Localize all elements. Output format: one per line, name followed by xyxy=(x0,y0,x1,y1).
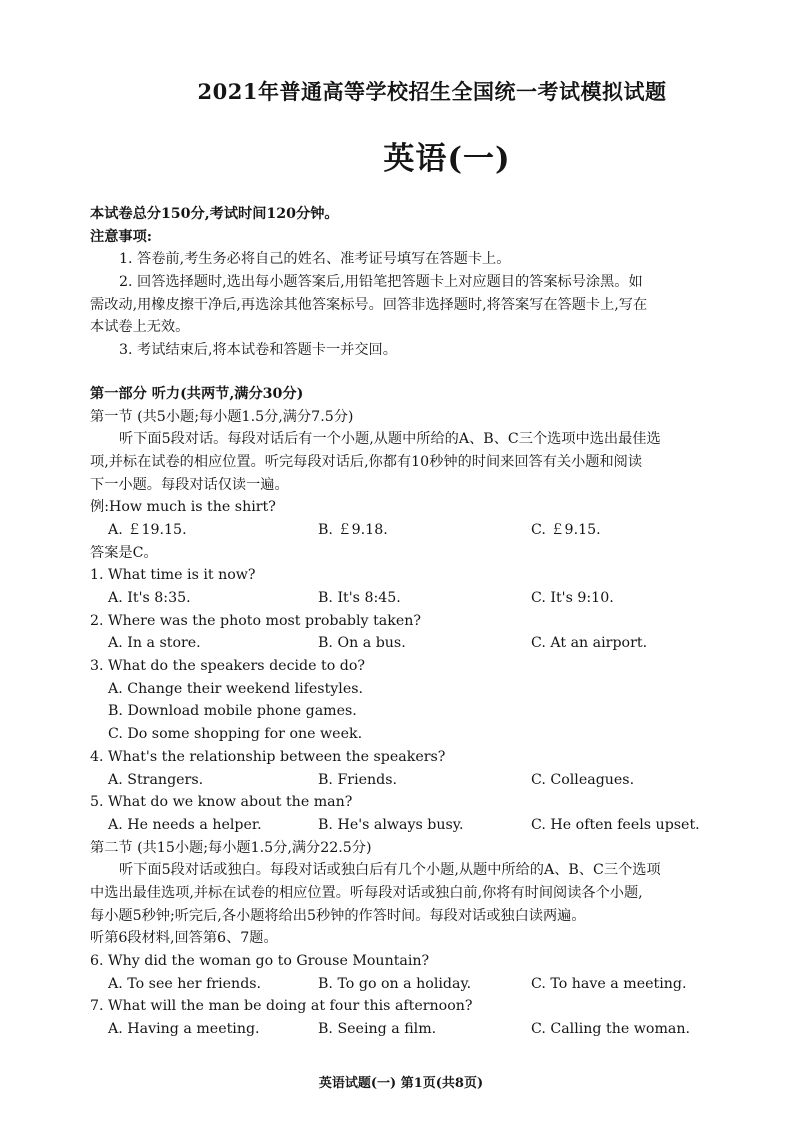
notice-item-2-end: 本试卷上无效。 xyxy=(90,319,190,336)
section1-heading: 第一节 (共5小题;每小题1.5分,满分7.5分) xyxy=(90,408,354,425)
example-answer: 答案是C。 xyxy=(90,544,158,561)
option-c: C. He often feels upset. xyxy=(531,816,700,833)
question-1-options xyxy=(90,587,750,610)
question-2: 2. Where was the photo most probably taken? xyxy=(90,612,421,629)
notice-item-2: 2. 回答选择题时,选出每小题答案后,用铅笔把答题卡上对应题目的答案标号涂黑。如 xyxy=(119,274,643,291)
exam-body xyxy=(90,203,750,1041)
option-b: B. Download mobile phone games. xyxy=(108,703,357,720)
notice-item-1: 1. 答卷前,考生务必将自己的姓名、准考证号填写在答题卡上。 xyxy=(119,251,511,268)
option-c: C. At an airport. xyxy=(531,635,648,652)
section2-instructions: 听下面5段对话或独白。每段对话或独白后有几个小题,从题中所给的A、B、C三个选项 xyxy=(119,862,661,879)
option-b: B. ￡9.18. xyxy=(318,521,388,538)
option-a: A. Having a meeting. xyxy=(108,1021,260,1038)
score-line: 本试卷总分150分,考试时间120分钟。 xyxy=(90,206,339,222)
option-c: C. It's 9:10. xyxy=(531,590,614,606)
question-7-options xyxy=(90,1018,750,1041)
section1-instructions-end: 下一小题。每段对话仅读一遍。 xyxy=(90,476,289,493)
question-1: 1. What time is it now? xyxy=(90,567,256,584)
question-7: 7. What will the man be doing at four this afternoon? xyxy=(90,998,473,1015)
option-b: B. It's 8:45. xyxy=(318,590,401,606)
example-options xyxy=(90,519,750,542)
option-a: A. Change their weekend lifestyles. xyxy=(108,680,364,697)
option-b: B. Seeing a film. xyxy=(318,1021,437,1038)
question-6-options xyxy=(90,973,750,996)
question-4-options xyxy=(90,769,750,792)
section1-instructions-cont: 项,并标在试卷的相应位置。听完每段对话后,你都有10秒钟的时间来回答有关小题和阅读 xyxy=(90,453,643,470)
question-2-options xyxy=(90,632,750,655)
section2-heading: 第二节 (共15小题;每小题1.5分,满分22.5分) xyxy=(90,839,372,856)
question-4: 4. What's the relationship between the speakers? xyxy=(90,748,446,765)
option-a: A. To see her friends. xyxy=(108,975,262,992)
notice-item-3: 3. 考试结束后,将本试卷和答题卡一并交回。 xyxy=(119,342,397,359)
page-footer: 英语试题(一) 第1页(共8页) xyxy=(318,1076,484,1091)
option-b: B. On a bus. xyxy=(318,635,406,652)
example-question: 例:How much is the shirt? xyxy=(90,499,276,516)
part1-heading: 第一部分 听力(共两节,满分30分) xyxy=(90,385,304,402)
option-b: B. Friends. xyxy=(318,771,398,788)
section1-instructions: 听下面5段对话。每段对话后有一个小题,从题中所给的A、B、C三个选项中选出最佳选 xyxy=(119,431,661,448)
question-3: 3. What do the speakers decide to do? xyxy=(90,658,366,675)
material-6-label: 听第6段材料,回答第6、7题。 xyxy=(90,930,278,947)
exam-subtitle: 英语(一) xyxy=(383,141,511,177)
exam-title: 2021年普通高等学校招生全国统一考试模拟试题 xyxy=(197,79,667,104)
notice-item-2-cont: 需改动,用橡皮擦干净后,再选涂其他答案标号。回答非选择题时,将答案写在答题卡上,写在 xyxy=(90,296,648,313)
option-c: C. Colleagues. xyxy=(531,771,635,788)
option-a: A. In a store. xyxy=(108,635,201,652)
option-c: C. Calling the woman. xyxy=(531,1021,691,1038)
section2-instructions-cont: 中选出最佳选项,并标在试卷的相应位置。听每段对话或独白前,你将有时间阅读各个小题, xyxy=(90,884,643,901)
question-6: 6. Why did the woman go to Grouse Mountain? xyxy=(90,953,430,969)
option-a: A. It's 8:35. xyxy=(108,590,191,606)
option-a: A. Strangers. xyxy=(108,771,204,788)
notice-title: 注意事项: xyxy=(90,228,152,245)
option-b: B. To go on a holiday. xyxy=(318,975,472,992)
section2-instructions-end: 每小题5秒钟;听完后,各小题将给出5秒钟的作答时间。每段对话或独白读两遍。 xyxy=(90,907,586,924)
option-b: B. He's always busy. xyxy=(318,816,464,833)
question-5: 5. What do we know about the man? xyxy=(90,794,353,811)
question-5-options xyxy=(90,814,750,837)
option-c: C. To have a meeting. xyxy=(531,975,687,992)
option-a: A. ￡19.15. xyxy=(108,521,187,538)
option-c: C. Do some shopping for one week. xyxy=(108,726,363,743)
option-c: C. ￡9.15. xyxy=(531,521,601,538)
spacer xyxy=(90,362,750,383)
option-a: A. He needs a helper. xyxy=(108,816,262,833)
